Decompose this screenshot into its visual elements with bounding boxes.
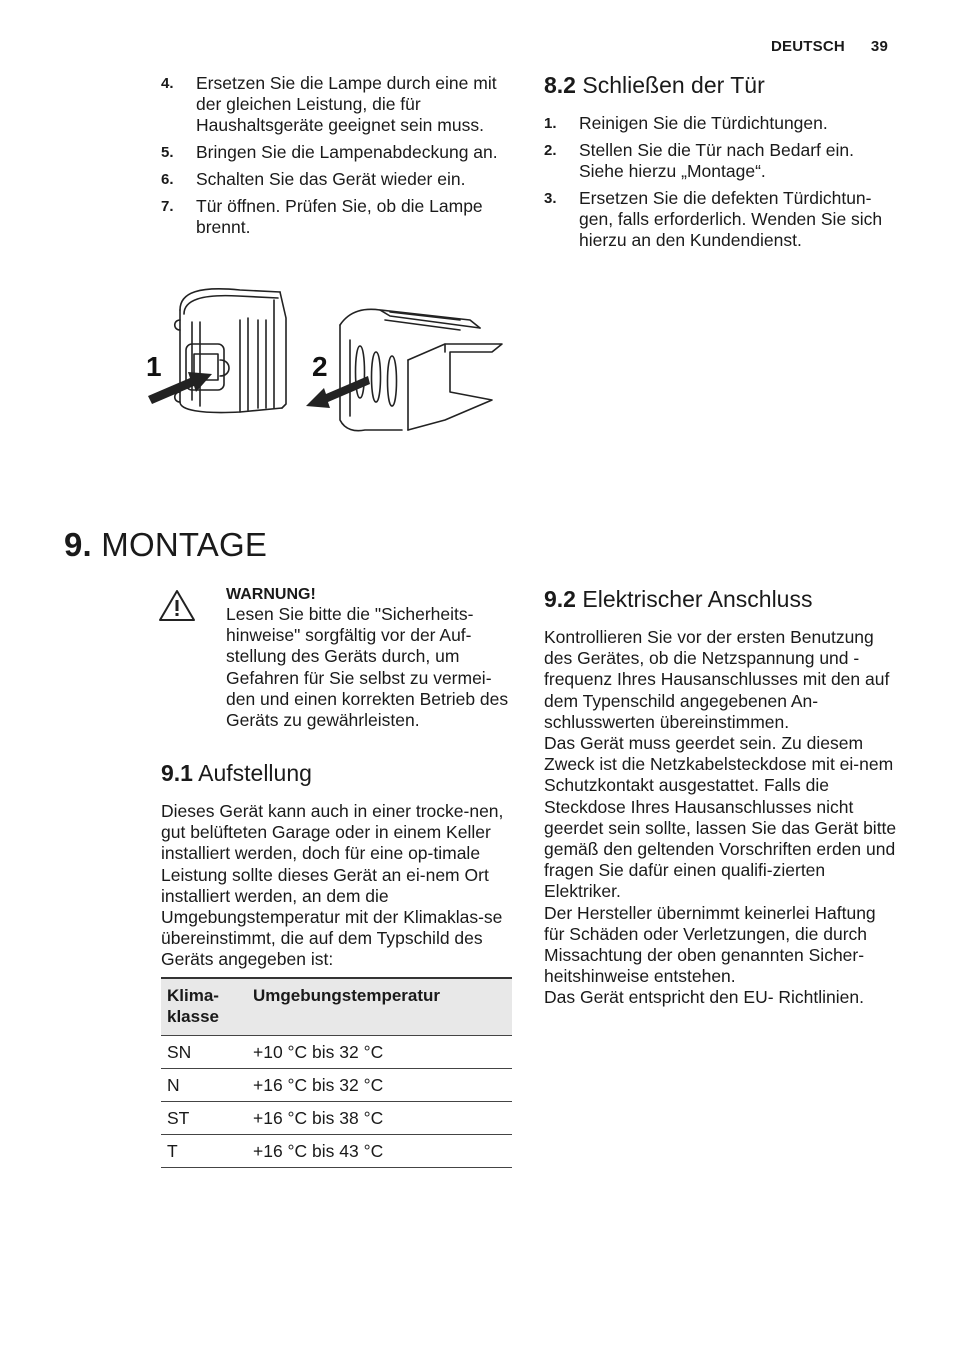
figure-label-2: 2	[312, 351, 328, 382]
section-9-2-paragraph: Der Hersteller übernimmt keinerlei Haftung für Schäden oder Verletzungen, die durch Missachtung der oben genannten Sicher-heitshinweise entstehen.	[544, 902, 876, 987]
section-9-2-body	[544, 627, 900, 1009]
door-steps-list	[544, 113, 896, 257]
table-header-cell: Umgebungstemperatur	[247, 978, 512, 1036]
lamp-steps-list	[161, 73, 511, 244]
warning-text: Lesen Sie bitte die "Sicherheits-hinweise" sorgfältig vor der Auf-stellung des Geräts durch, um Gefahren für Sie selbst zu vermei-den und einen korrekten Betrieb des Geräts zu gewährleisten.	[226, 604, 509, 731]
header-language: DEUTSCH	[771, 38, 845, 55]
door-step: 3. Ersetzen Sie die defekten Türdichtun-gen, falls erforderlich. Wenden Sie sich hierzu an den Kundendienst.	[544, 188, 883, 250]
warning-triangle-icon	[158, 588, 198, 624]
table-cell: ST	[161, 1102, 247, 1135]
table-row	[161, 1036, 512, 1069]
table-row	[161, 1135, 512, 1168]
section-9-1-heading: 9.1 Aufstellung	[161, 760, 312, 786]
table-row	[161, 1069, 512, 1102]
lamp-step: 7. Tür öffnen. Prüfen Sie, ob die Lampe brennt.	[161, 196, 483, 237]
section-8-2-heading: 8.2 Schließen der Tür	[544, 72, 765, 98]
page-header	[771, 38, 888, 55]
table-cell: +16 °C bis 43 °C	[247, 1135, 512, 1168]
table-cell: +16 °C bis 38 °C	[247, 1102, 512, 1135]
table-cell: +16 °C bis 32 °C	[247, 1069, 512, 1102]
door-step: 2. Stellen Sie die Tür nach Bedarf ein. Siehe hierzu „Montage“.	[544, 140, 854, 181]
table-cell: SN	[161, 1036, 247, 1069]
figure-label-1: 1	[146, 351, 162, 382]
table-header-cell: Klima-klasse	[161, 978, 247, 1036]
lamp-step: 4. Ersetzen Sie die Lampe durch eine mit der gleichen Leistung, die für Haushaltsgeräte geeignet sein muss.	[161, 73, 497, 135]
table-cell: T	[161, 1135, 247, 1168]
section-9-2-paragraph: Das Gerät muss geerdet sein. Zu diesem Zweck ist die Netzkabelsteckdose mit ei-nem Schutzkontakt ausgestattet. Falls die Steckdose Ihres Hausanschlusses nicht geerdet sein sollte, lassen Sie das Gerät bitte gemäß den geltenden Vorschriften erden und fragen Sie dafür einen qualifi-zierten Elektriker.	[544, 733, 897, 902]
section-9-1-text: Dieses Gerät kann auch in einer trocke-nen, gut belüfteten Garage oder in einem Keller installiert werden, doch für eine op-timale Leistung sollte dieses Gerät an ei-nem Ort installiert werden, an dem die Umgebungstemperatur mit der Klimaklas-se übereinstimmt, die auf dem Typschild des Geräts angegeben ist:	[161, 801, 504, 970]
table-header-row	[161, 978, 512, 1036]
lamp-cover-illustration	[140, 280, 510, 445]
section-9-2-paragraph: Das Gerät entspricht den EU- Richtlinien.	[544, 987, 864, 1008]
table-cell: +10 °C bis 32 °C	[247, 1036, 512, 1069]
climate-class-table	[161, 977, 512, 1168]
door-step: 1. Reinigen Sie die Türdichtungen.	[544, 113, 828, 133]
warning-title: WARNUNG!	[226, 586, 316, 603]
lamp-step: 6. Schalten Sie das Gerät wieder ein.	[161, 169, 466, 189]
chapter-9-title: 9. MONTAGE	[64, 526, 268, 563]
section-9-2-paragraph: Kontrollieren Sie vor der ersten Benutzung des Gerätes, ob die Netzspannung und -frequenz Ihres Hausanschlusses mit den auf dem Typenschild angegebenen An-schlusswerten übereinstimmen.	[544, 627, 890, 732]
warning-block	[226, 586, 511, 731]
table-row	[161, 1102, 512, 1135]
section-9-2-heading: 9.2 Elektrischer Anschluss	[544, 586, 813, 612]
table-cell: N	[161, 1069, 247, 1102]
page-number: 39	[870, 38, 888, 55]
lamp-step: 5. Bringen Sie die Lampenabdeckung an.	[161, 142, 498, 162]
lamp-cover-drawing	[140, 280, 510, 445]
